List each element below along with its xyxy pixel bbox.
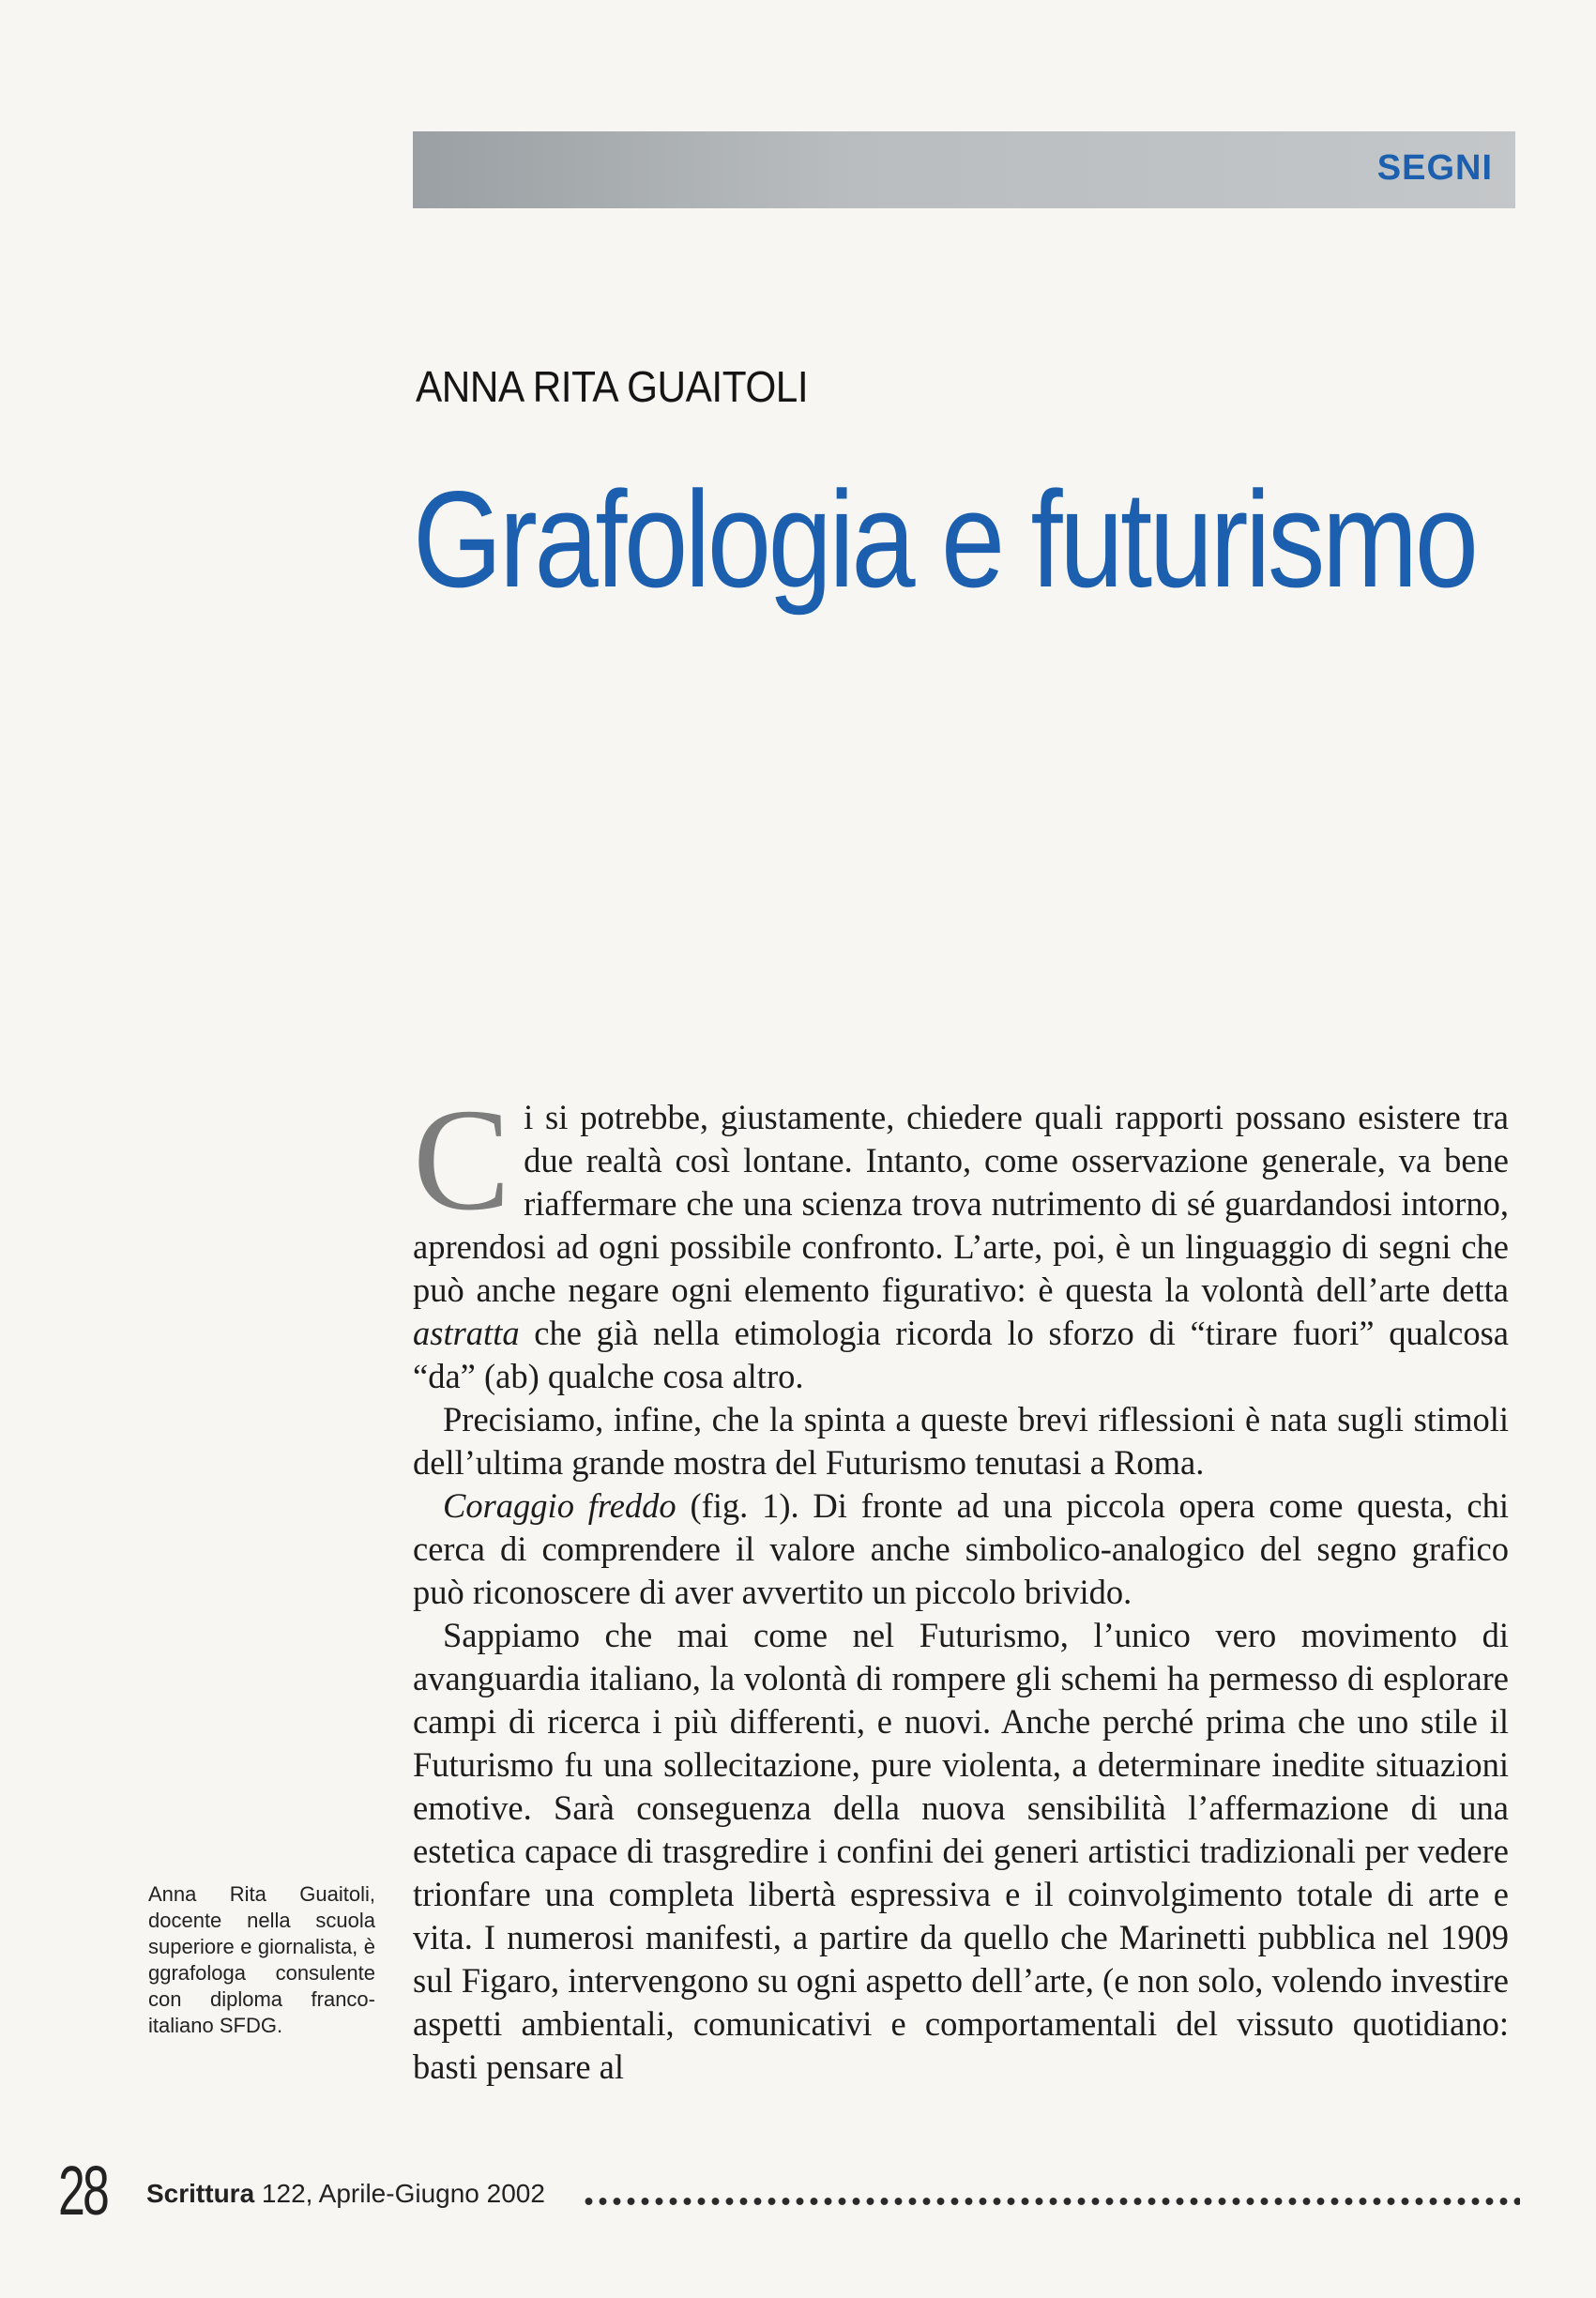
page-number: 28	[58, 2152, 108, 2230]
drop-cap: C	[413, 1078, 511, 1240]
paragraph-4: Sappiamo che mai come nel Futurismo, l’unico vero movimento di avanguardia italiano, la volontà di rompere gli schemi ha permesso di esplorare campi di ricerca i più differenti, e nuovi. Anche perché prima che uno stile il Futurismo fu una sollecitazione, pure violenta, a determinare inedite situazioni emotive. Sarà conseguenza della nuova sensibilità l’affermazione di una estetica capace di trasgredire i confini dei generi artistici tradizionali per vedere trionfare una completa libertà espressiva e il coinvolgimento totale di arte e vita. I numerosi manifesti, a partire da quello che Marinetti pubblica nel 1909 sul Figaro, intervengono su ogni aspetto dell’arte, (e non solo, volendo investire aspetti ambientali, comunicativi e comportamentali del vissuto quotidiano: basti pensare al	[413, 1616, 1509, 2086]
magazine-issue	[146, 2179, 545, 2209]
paragraph-1-italic: astratta	[413, 1314, 520, 1352]
section-header-bar	[413, 131, 1515, 208]
section-label: SEGNI	[1376, 148, 1493, 188]
paragraph-3	[413, 1484, 1509, 1614]
author-bio: Anna Rita Guaitoli, docente nella scuola superiore e giornalista, è ggrafologa consulente con diploma franco-italiano SFDG.	[148, 1882, 375, 2037]
article-title: Grafologia e futurismo	[413, 463, 1476, 616]
paragraph-2: Precisiamo, infine, che la spinta a queste brevi riflessioni è nata sugli stimoli dell’ultima grande mostra del Futurismo tenutasi a Roma.	[413, 1400, 1509, 1482]
page-footer	[58, 2151, 1522, 2230]
paragraph-1-text-a: i si potrebbe, giustamente, chiedere quali rapporti possano esistere tra due realtà così lontane. Intanto, come osservazione generale, va bene riaffermare che una scienza trova nutrimento di sé guardandosi intorno, aprendosi ad ogni possibile confronto. L’arte, poi, è un linguaggio di segni che può anche negare ogni elemento figurativo: è questa la volontà dell’arte detta	[413, 1098, 1509, 1309]
paragraph-1	[413, 1078, 1509, 1398]
article-body	[413, 1078, 1509, 2089]
issue-info: 122, Aprile-Giugno 2002	[254, 2179, 545, 2208]
article-author: ANNA RITA GUAITOLI	[416, 362, 809, 411]
dotted-rule	[582, 2197, 1520, 2206]
paragraph-3-text: (fig. 1). Di fronte ad una piccola opera come questa, chi cerca di comprendere il valore anche simbolico-analogico del segno grafico può riconoscere di aver avvertito un piccolo brivido.	[413, 1486, 1509, 1611]
magazine-name: Scrittura	[146, 2179, 255, 2208]
artwork-title: Coraggio freddo	[443, 1486, 676, 1525]
paragraph-1-text-b: che già nella etimologia ricorda lo sforzo di “tirare fuori” qualcosa “da” (ab) qualche cosa altro.	[413, 1314, 1509, 1395]
